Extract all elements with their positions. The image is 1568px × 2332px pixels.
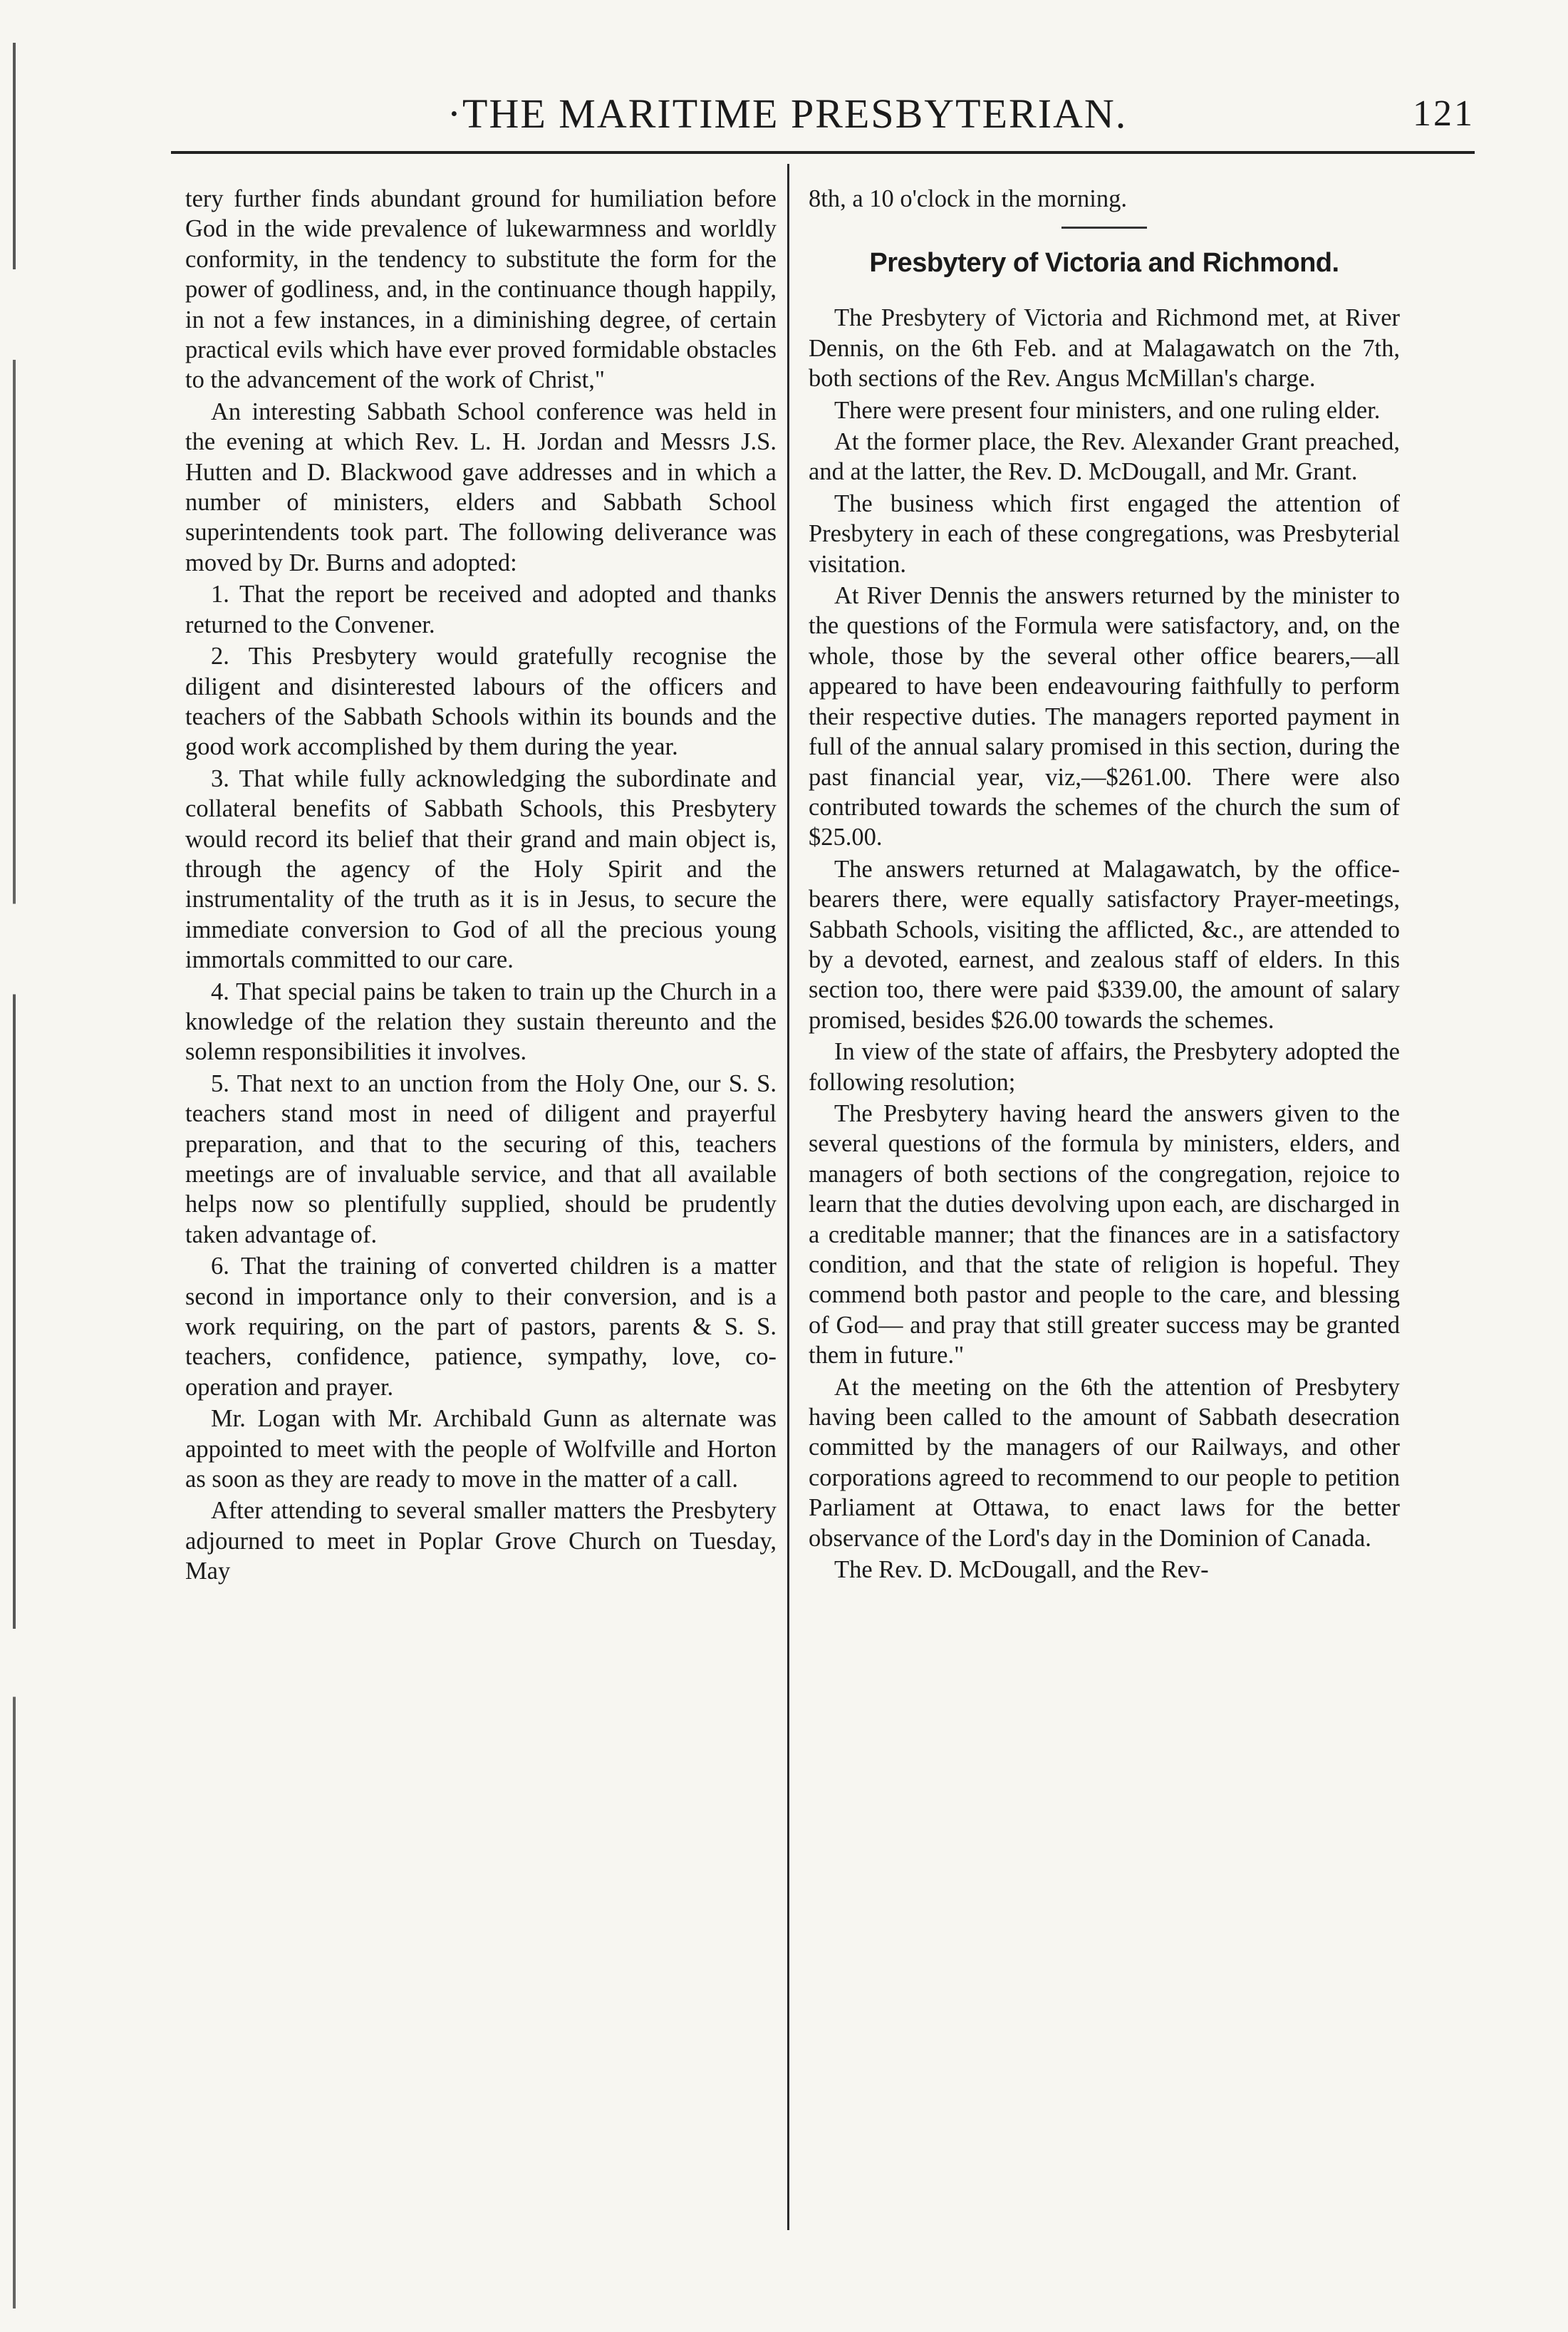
resolution-item: 6. That the training of converted children is a matter second in importance only to their conversion, and is a work requiring, on the part of pastors, parents & S. S. teachers, confidence, patience, sympathy, love, co-operation and prayer. xyxy=(185,1253,777,1401)
paragraph: The answers returned at Malagawatch, by the office-bearers there, were equally satisfactory Prayer-meetings, Sabbath Schools, visiting the afflicted, &c., are attended to by a devoted, earnest, and zealous staff of elders. In this section too, there were paid $339.00, the amount of salary promised, besides $26.00 towards the schemes. xyxy=(809,855,1400,1034)
paragraph: At the former place, the Rev. Alexander Grant preached, and at the latter, the Rev. D. McDougall, and Mr. Grant. xyxy=(809,428,1400,486)
page-edge-rule xyxy=(13,43,16,2308)
resolution-item: 4. That special pains be taken to train up the Church in a knowledge of the relation they sustain thereunto and the solemn responsibilities it involves. xyxy=(185,978,777,1066)
resolution-item: 1. That the report be received and adopted and thanks returned to the Convener. xyxy=(185,581,777,638)
paragraph: The Presbytery of Victoria and Richmond met, at River Dennis, on the 6th Feb. and at Malagawatch on the 7th, both sections of the Rev. Angus McMillan's charge. xyxy=(809,304,1400,393)
resolution-item: 2. This Presbytery would gratefully recognise the diligent and disinterested labours of the officers and teachers of the Sabbath Schools within its bounds and the good work accomplished by them during the year. xyxy=(185,643,777,761)
page-number: 121 xyxy=(1413,93,1475,134)
column-divider xyxy=(787,164,789,2230)
paragraph: After attending to several smaller matters the Presbytery adjourned to meet in Poplar Grove Church on Tuesday, May xyxy=(185,1497,777,1585)
running-title: ·THE MARITIME PRESBYTERIAN. xyxy=(447,90,1128,137)
header-rule xyxy=(171,151,1475,154)
paragraph: There were present four ministers, and one ruling elder. xyxy=(834,396,1381,424)
right-column xyxy=(809,184,1400,1585)
section-heading: Presbytery of Victoria and Richmond. xyxy=(869,248,1339,279)
paragraph: Mr. Logan with Mr. Archibald Gunn as alternate was appointed to meet with the people of Wolfville and Horton as soon as they are ready to move in the matter of a call. xyxy=(185,1405,777,1493)
resolution-item: 5. That next to an unction from the Holy One, our S. S. teachers stand most in need of diligent and prayerful preparation, and that to the securing of this, teachers meetings are of invaluable service, and that all available helps now so plentifully supplied, should be prudently taken advantage of. xyxy=(185,1069,777,1248)
section-divider xyxy=(1061,227,1147,229)
left-column xyxy=(185,184,777,1587)
paragraph: The business which first engaged the attention of Presbytery in each of these congregations, was Presbyterial visitation. xyxy=(809,489,1400,578)
continuation-line: 8th, a 10 o'clock in the morning. xyxy=(809,185,1127,212)
paragraph: At River Dennis the answers returned by the minister to the questions of the Formula were satisfactory, and, on the whole, those by the several other office bearers,—all appeared to have been endeavouring faithfully to perform their respective duties. The managers reported payment in full of the annual salary promised in this section, during the past financial year, viz,—$261.00. There were also contributed towards the schemes of the church the sum of $25.00. xyxy=(809,582,1400,851)
resolution-quote: The Presbytery having heard the answers given to the several questions of the formula by ministers, elders, and managers of both sections of the congregation, rejoice to learn that the duties devolving upon each, are discharged in a creditable manner; that the finances are in a satisfactory condition, and that the state of religion is hopeful. They commend both pastor and people to the care, and blessing of God— and pray that still greater success may be granted them in future." xyxy=(809,1099,1400,1369)
paragraph: At the meeting on the 6th the attention of Presbytery having been called to the amount of Sabbath desecration committed by the managers of our Railways, and other corporations agreed to recommend to our people to petition Parliament at Ottawa, to enact laws for the better observance of the Lord's day in the Dominion of Canada. xyxy=(809,1373,1400,1552)
page-header xyxy=(171,89,1475,139)
paragraph: tery further finds abundant ground for humiliation before God in the wide prevalence of lukewarmness and worldly conformity, in the tendency to substitute the form for the power of godliness, and, in the continuance though happily, in not a few instances, in a diminishing degree, of certain practical evils which have ever proved formidable obstacles to the advancement of the work of Christ," xyxy=(185,185,777,394)
paragraph: An interesting Sabbath School conference was held in the evening at which Rev. L. H. Jordan and Messrs J.S. Hutten and D. Blackwood gave addresses and in which a number of ministers, elders and Sabbath School superintendents took part. The following deliverance was moved by Dr. Burns and adopted: xyxy=(185,398,777,576)
paragraph: The Rev. D. McDougall, and the Rev- xyxy=(834,1556,1209,1584)
paragraph: In view of the state of affairs, the Presbytery adopted the following resolution; xyxy=(809,1038,1400,1096)
resolution-item: 3. That while fully acknowledging the subordinate and collateral benefits of Sabbath Schools, this Presbytery would record its belief that their grand and main object is, through the agency of the Holy Spirit and the instrumentality of the truth as it is in Jesus, to secure the immediate conversion to God of all the precious young immortals committed to our care. xyxy=(185,765,777,974)
